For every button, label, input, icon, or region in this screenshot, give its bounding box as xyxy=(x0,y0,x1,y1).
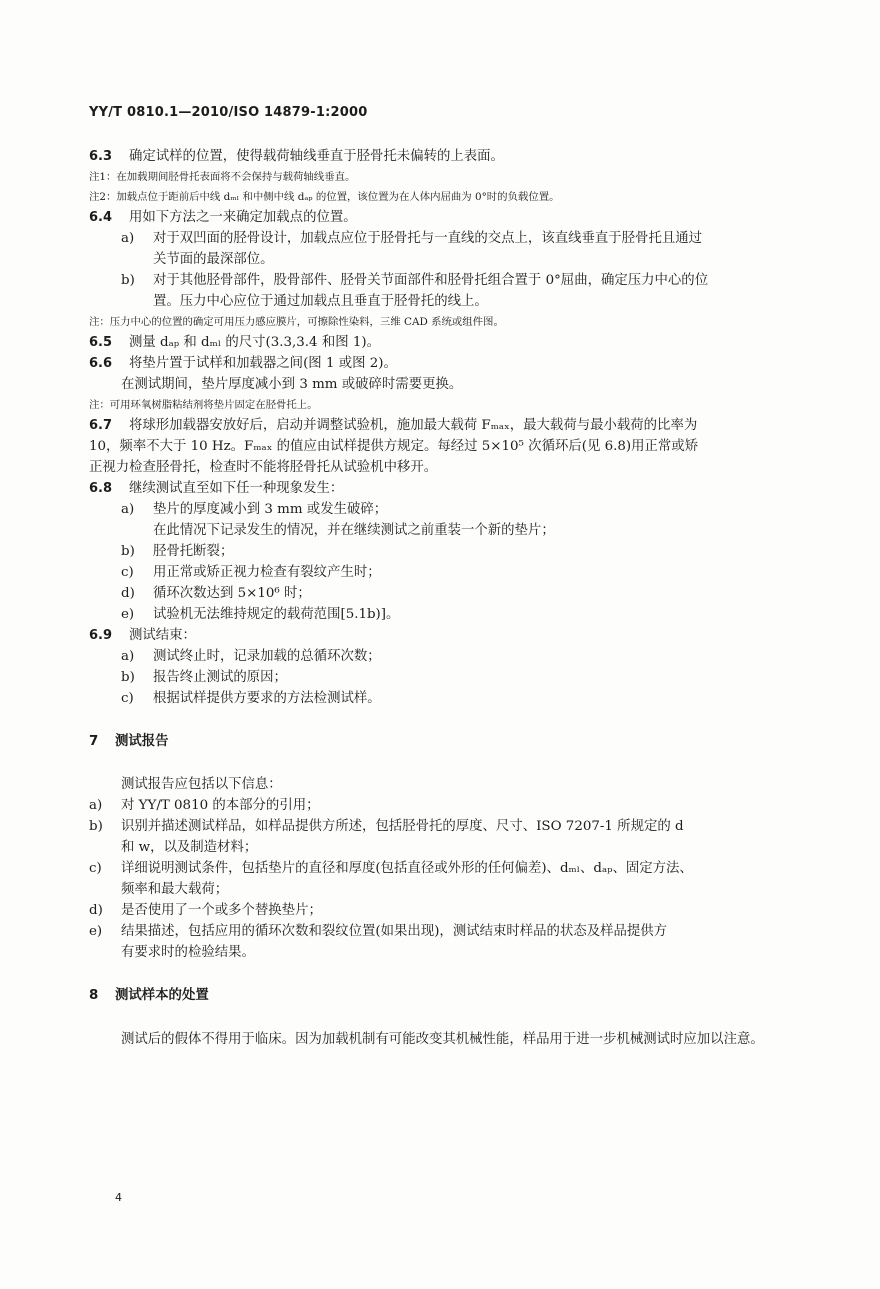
list-item-label: e) xyxy=(121,607,135,622)
list-item xyxy=(89,858,809,879)
note: 注1：在加载期间胫骨托表面将不会保持与载荷轴线垂直。 xyxy=(89,171,356,183)
list-item-text: 报告终止测试的原因； xyxy=(153,670,287,685)
list-item-label: b) xyxy=(121,273,135,288)
clause-number: 6.9 xyxy=(89,628,113,643)
clause-text: 用如下方法之一来确定加载点的位置。 xyxy=(129,210,357,225)
list-item-label: c) xyxy=(121,565,134,580)
section-title: 测试样本的处置 xyxy=(115,988,209,1003)
list-item xyxy=(89,816,809,837)
list-item xyxy=(89,688,809,709)
clause-text-continued: 10，频率不大于 10 Hz。Fₘₐₓ 的值应由试样提供方规定。每经过 5×10⁵ 次循环后(见 6.8)用正常或矫 xyxy=(89,439,699,454)
list-item-text: 胫骨托断裂； xyxy=(153,544,234,559)
clause-6-7 xyxy=(89,415,809,436)
list-item-label: b) xyxy=(121,670,135,685)
list-item xyxy=(89,921,809,942)
spacer xyxy=(89,963,809,985)
list-item-text: 垫片的厚度减小到 3 mm 或发生破碎； xyxy=(153,502,388,517)
list-item-text-continued: 频率和最大载荷； xyxy=(121,882,229,897)
clause-text-continued: 正视力检查胫骨托，检查时不能将胫骨托从试验机中移开。 xyxy=(89,460,438,475)
clause-number: 6.3 xyxy=(89,149,113,164)
clause-text: 将球形加载器安放好后，启动并调整试验机，施加最大载荷 Fₘₐₓ，最大载荷与最小载荷的比率为 xyxy=(129,418,698,433)
list-item-text: 根据试样提供方要求的方法检测试样。 xyxy=(153,691,381,706)
clause-text: 测试结束： xyxy=(129,628,196,643)
list-item xyxy=(89,667,809,688)
list-item-text: 识别并描述测试样品，如样品提供方所述，包括胫骨托的厚度、尺寸、ISO 7207-1 所规定的 d xyxy=(121,819,684,834)
note: 注：可用环氧树脂粘结剂将垫片固定在胫骨托上。 xyxy=(89,399,318,411)
clause-text: 继续测试直至如下任一种现象发生： xyxy=(129,481,344,496)
note: 注：压力中心的位置的确定可用压力感应膜片，可擦除性染料，三维 CAD 系统或组件图。 xyxy=(89,316,504,328)
list-item-text: 试验机无法维持规定的载荷范围[5.1b)]。 xyxy=(153,607,400,622)
list-item-label: c) xyxy=(121,691,134,706)
list-item-label: b) xyxy=(89,819,103,834)
clause-text: 确定试样的位置，使得载荷轴线垂直于胫骨托未偏转的上表面。 xyxy=(129,149,504,164)
list-item-text: 对 YY/T 0810 的本部分的引用； xyxy=(121,798,320,813)
list-item-label: d) xyxy=(89,903,103,918)
list-item-text: 测试终止时，记录加载的总循环次数； xyxy=(153,649,381,664)
clause-number: 6.6 xyxy=(89,356,113,371)
document-body xyxy=(89,146,809,1051)
section-7-intro: 测试报告应包括以下信息： xyxy=(121,777,282,792)
list-item xyxy=(89,270,809,291)
list-item-text: 详细说明测试条件，包括垫片的直径和厚度(包括直径或外形的任何偏差)、dₘₗ、dₐₚ、固定方法、 xyxy=(121,861,693,876)
section-number: 8 xyxy=(89,988,99,1003)
list-item-text-continued: 置。压力中心应位于通过加载点且垂直于胫骨托的线上。 xyxy=(153,294,488,309)
list-item xyxy=(89,562,809,583)
section-8-body: 测试后的假体不得用于临床。因为加载机制有可能改变其机械性能，样品用于进一步机械测试时应加以注意。 xyxy=(121,1032,764,1047)
list-item-label: b) xyxy=(121,544,135,559)
clause-number: 6.8 xyxy=(89,481,113,496)
section-number: 7 xyxy=(89,734,99,749)
list-item-label: c) xyxy=(89,861,102,876)
clause-6-8 xyxy=(89,478,809,499)
list-item-label: a) xyxy=(121,231,135,246)
list-item-text: 是否使用了一个或多个替换垫片； xyxy=(121,903,322,918)
section-title: 测试报告 xyxy=(115,734,169,749)
list-item-text-continued: 和 w，以及制造材料； xyxy=(121,840,258,855)
list-item xyxy=(89,795,809,816)
section-7-heading xyxy=(89,731,809,752)
list-item-label: a) xyxy=(121,502,135,517)
note: 注2：加载点位于距前后中线 dₘₗ 和中侧中线 dₐₚ 的位置，该位置为在人体内屈曲为 0°时的负载位置。 xyxy=(89,191,560,203)
clause-text: 测量 dₐₚ 和 dₘₗ 的尺寸(3.3,3.4 和图 1)。 xyxy=(129,335,380,350)
clause-text: 将垫片置于试样和加载器之间(图 1 或图 2)。 xyxy=(129,356,397,371)
list-item-text-continued: 有要求时的检验结果。 xyxy=(121,945,255,960)
clause-6-3 xyxy=(89,146,809,167)
list-item-text-continued: 关节面的最深部位。 xyxy=(153,252,274,267)
list-item xyxy=(89,646,809,667)
list-item xyxy=(89,541,809,562)
spacer xyxy=(89,709,809,731)
list-item-text: 循环次数达到 5×10⁶ 时； xyxy=(153,586,311,601)
list-item-label: e) xyxy=(89,924,103,939)
list-item-text: 用正常或矫正视力检查有裂纹产生时； xyxy=(153,565,381,580)
section-8-heading xyxy=(89,985,809,1006)
list-item-text: 对于其他胫骨部件，股骨部件、胫骨关节面部件和胫骨托组合置于 0°屈曲，确定压力中心的位 xyxy=(153,273,709,288)
spacer xyxy=(89,1006,809,1028)
standard-number-header: YY/T 0810.1—2010/ISO 14879-1:2000 xyxy=(89,105,368,120)
clause-6-9 xyxy=(89,625,809,646)
clause-6-4 xyxy=(89,207,809,228)
list-item-label: d) xyxy=(121,586,135,601)
list-item-label: a) xyxy=(89,798,103,813)
page-number: 4 xyxy=(115,1191,122,1204)
list-item-text: 结果描述，包括应用的循环次数和裂纹位置(如果出现)，测试结束时样品的状态及样品提供方 xyxy=(121,924,668,939)
list-item xyxy=(89,900,809,921)
list-item-text-continued: 在此情况下记录发生的情况，并在继续测试之前重装一个新的垫片； xyxy=(153,523,555,538)
spacer xyxy=(89,752,809,774)
clause-number: 6.4 xyxy=(89,210,113,225)
list-item-text: 对于双凹面的胫骨设计，加载点应位于胫骨托与一直线的交点上，该直线垂直于胫骨托且通过 xyxy=(153,231,703,246)
list-item xyxy=(89,228,809,249)
clause-6-6 xyxy=(89,353,809,374)
paragraph: 在测试期间，垫片厚度减小到 3 mm 或破碎时需要更换。 xyxy=(121,377,463,392)
clause-number: 6.5 xyxy=(89,335,113,350)
clause-number: 6.7 xyxy=(89,418,113,433)
clause-6-5 xyxy=(89,332,809,353)
list-item-label: a) xyxy=(121,649,135,664)
list-item xyxy=(89,499,809,520)
list-item xyxy=(89,583,809,604)
list-item xyxy=(89,604,809,625)
